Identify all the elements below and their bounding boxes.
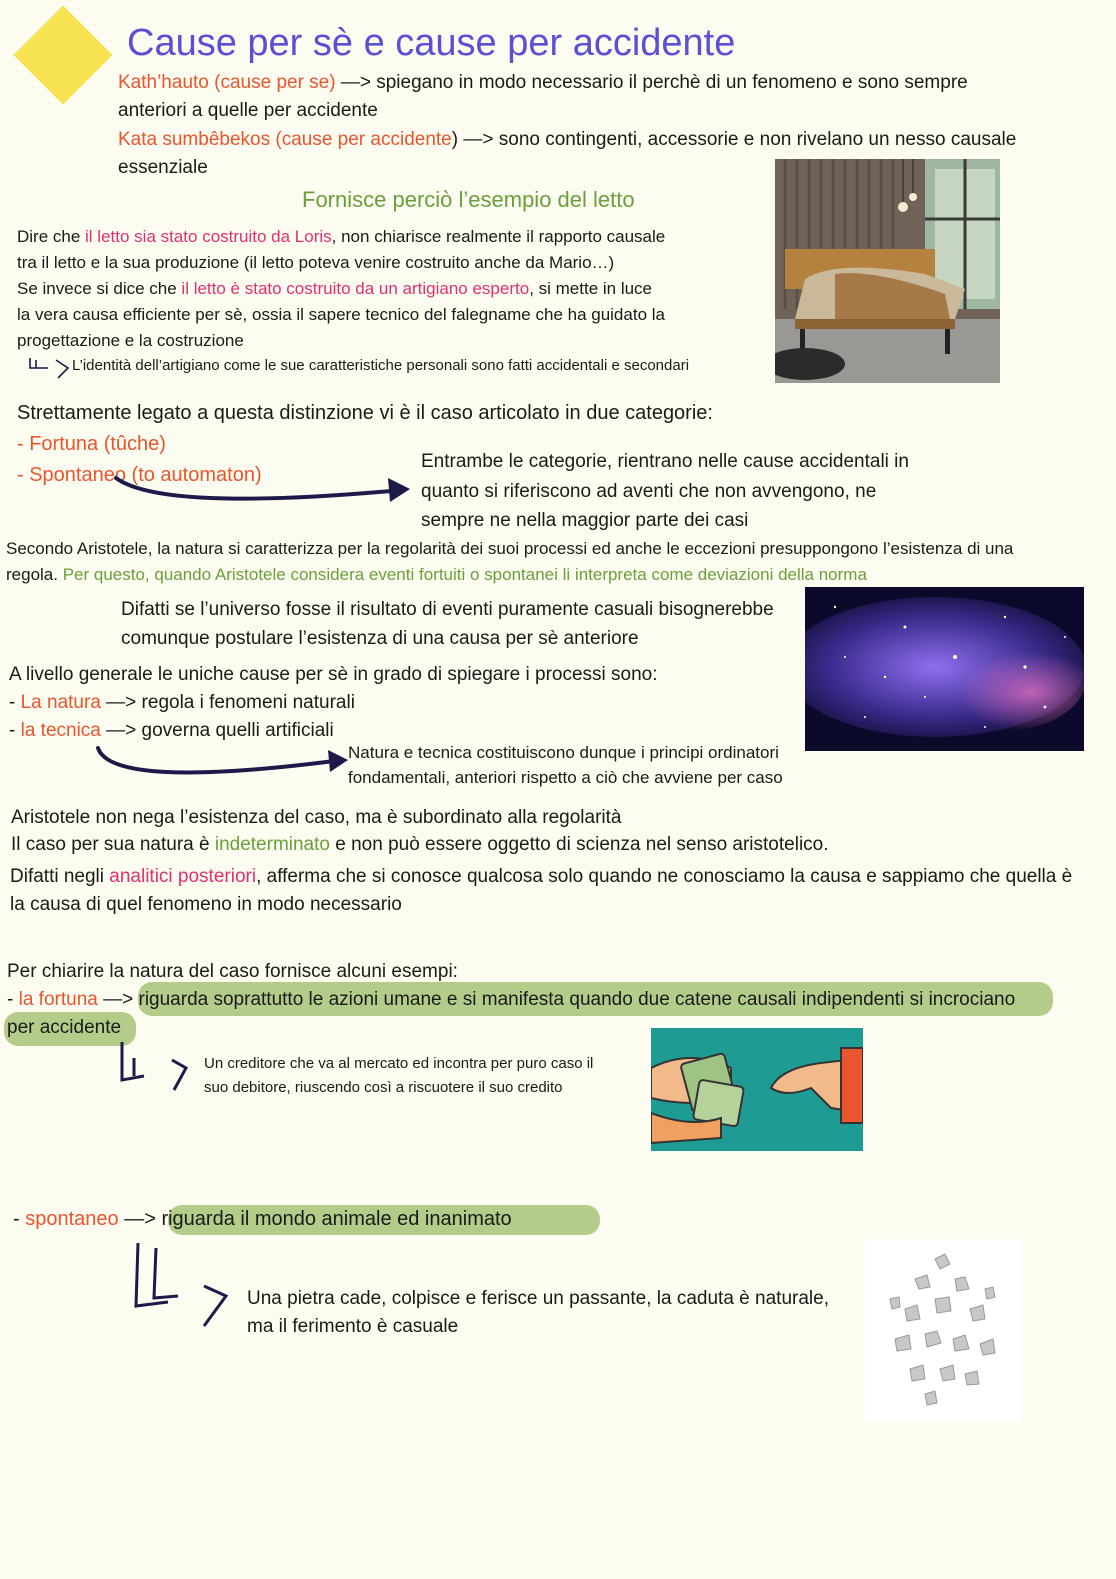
intro-line-2: anteriori a quelle per accidente [118,100,378,121]
bed-image [775,159,1000,383]
nature-line-4: comunque postulare l’esistenza di una causa per sè anteriore [121,628,639,649]
galaxy-image [805,587,1084,751]
science-line-4: la causa di quel fenomeno in modo necessario [10,894,402,915]
intro-line-3-text: ) —> sono contingenti, accessorie e non rivelano un nesso causale [451,129,1017,150]
chance-item-spontaneo: - Spontaneo (to automaton) [17,464,262,486]
term-kathhauto: Kath’hauto (cause per se) [118,72,336,93]
chance-note-3: sempre ne nella maggior parte dei casi [421,510,749,531]
science-analitici: analitici posteriori [109,866,257,887]
decorative-diamond [14,6,113,105]
intro-line-1 [118,73,968,92]
bed-line-1-a: Dire che [17,227,86,246]
nature-line-3: Difatti se l’universo fosse il risultato di eventi puramente casuali bisognerebbe [121,599,774,620]
science-line-3-a: Difatti negli [10,866,110,887]
bed-line-3 [17,280,652,297]
example-spontaneo-ex-1: Una pietra cade, colpisce e ferisce un passante, la caduta è naturale, [247,1288,829,1309]
science-line-2-a: Il caso per sua natura è [11,834,215,855]
example-fortuna-ex-2: suo debitore, riuscendo così a riscuotere il suo credito [204,1079,563,1096]
nature-item-natura-b: La natura [20,692,101,713]
money-hands-image [651,1028,863,1151]
example-fortuna-line-1 [7,990,1015,1009]
science-line-3 [10,867,1072,886]
curved-arrow-icon-2 [92,744,352,794]
example-fortuna-text: riguarda soprattutto le azioni umane e si manifesta quando due catene causali indipendenti si incrociano [133,989,1016,1010]
nature-line-1: Secondo Aristotele, la natura si caratterizza per la regolarità dei suoi processi ed anche le eccezioni presuppongono l’esistenza di una [6,539,1014,558]
nature-item-natura [9,693,355,712]
examples-heading: Per chiarire la natura del caso fornisce alcuni esempi: [7,961,458,982]
bed-note: L’identità dell’artigiano come le sue caratteristiche personali sono fatti accidentali e secondari [72,357,690,374]
chance-item-fortuna: - Fortuna (tûche) [17,433,166,455]
example-fortuna-dash: - [7,989,19,1010]
chance-heading: Strettamente legato a questa distinzione vi è il caso articolato in due categorie: [17,402,713,424]
bed-loris: il letto sia stato costruito da Loris [85,227,332,246]
intro-line-4: essenziale [118,157,208,178]
bed-line-3-c: , si mette in luce [529,279,653,298]
bed-line-4: la vera causa efficiente per sè, ossia il sapere tecnico del falegname che ha guidato la [17,305,665,324]
example-fortuna-line-2: per accidente [7,1017,122,1038]
chance-note-2: quanto si riferiscono ad aventi che non avvengono, ne [421,481,877,502]
intro-line-1-text: —> spiegano in modo necessario il perchè di un fenomeno e sono sempre [335,72,968,93]
nature-item-tecnica [9,721,334,740]
stones-image [865,1239,1021,1421]
nature-item-natura-c: —> regola i fenomeni naturali [100,692,355,713]
nature-note-1: Natura e tecnica costituiscono dunque i principi ordinatori [348,743,779,762]
science-line-3-c: , afferma che si conosce qualcosa solo quando ne conosciamo la causa e sappiamo che quella è [256,866,1073,887]
page-title: Cause per sè e cause per accidente [127,22,736,64]
example-fortuna-term: la fortuna [18,989,98,1010]
example-fortuna-ex-1: Un creditore che va al mercato ed incontra per puro caso il [204,1055,594,1072]
nature-item-tecnica-a: - [9,720,21,741]
bed-line-3-a: Se invece si dice che [17,279,182,298]
example-spontaneo-arrow: —> [118,1208,156,1230]
arrow-icon [26,354,74,380]
example-spontaneo-ex-2: ma il ferimento è casuale [247,1316,459,1337]
example-fortuna-arrow: —> [97,989,134,1010]
example-spontaneo-line [13,1209,512,1229]
science-line-2-c: e non può essere oggetto di scienza nel senso aristotelico. [329,834,829,855]
science-line-1: Aristotele non nega l’esistenza del caso, ma è subordinato alla regolarità [11,807,622,828]
nature-note-2: fondamentali, anteriori rispetto a ciò che avviene per caso [348,768,783,787]
term-kata-sumbebekos: Kata sumbêbekos (cause per accidente [118,129,452,150]
nature-line-2 [6,566,867,583]
bed-line-1 [17,228,665,245]
bed-line-2: tra il letto e la sua produzione (il letto poteva venire costruito anche da Mario…) [17,253,615,272]
intro-line-3 [118,130,1016,149]
science-line-2 [11,835,829,854]
bed-line-1-c: , non chiarisce realmente il rapporto causale [331,227,666,246]
nature-item-tecnica-b: la tecnica [20,720,101,741]
arrow-icon-fortuna [114,1038,194,1098]
curved-arrow-icon [112,470,412,520]
nature-item-tecnica-c: —> governa quelli artificiali [100,720,334,741]
nature-line-5: A livello generale le uniche cause per sè in grado di spiegare i processi sono: [9,664,658,685]
example-spontaneo-term: spontaneo [25,1208,119,1230]
science-indeterminato: indeterminato [214,834,330,855]
bed-heading: Fornisce perciò l’esempio del letto [302,187,635,212]
example-spontaneo-text: riguarda il mondo animale ed inanimato [155,1208,512,1230]
bed-artigiano: il letto è stato costruito da un artigiano esperto [181,279,530,298]
example-spontaneo-dash: - [13,1208,26,1230]
chance-note-1: Entrambe le categorie, rientrano nelle cause accidentali in [421,451,909,472]
nature-line-2-b: Per questo, quando Aristotele considera eventi fortuiti o spontanei li interpreta come deviazioni della norma [62,565,867,584]
arrow-icon-spontaneo [128,1238,238,1333]
nature-line-2-a: regola. [6,565,63,584]
bed-line-5: progettazione e la costruzione [17,331,244,350]
nature-item-natura-a: - [9,692,21,713]
